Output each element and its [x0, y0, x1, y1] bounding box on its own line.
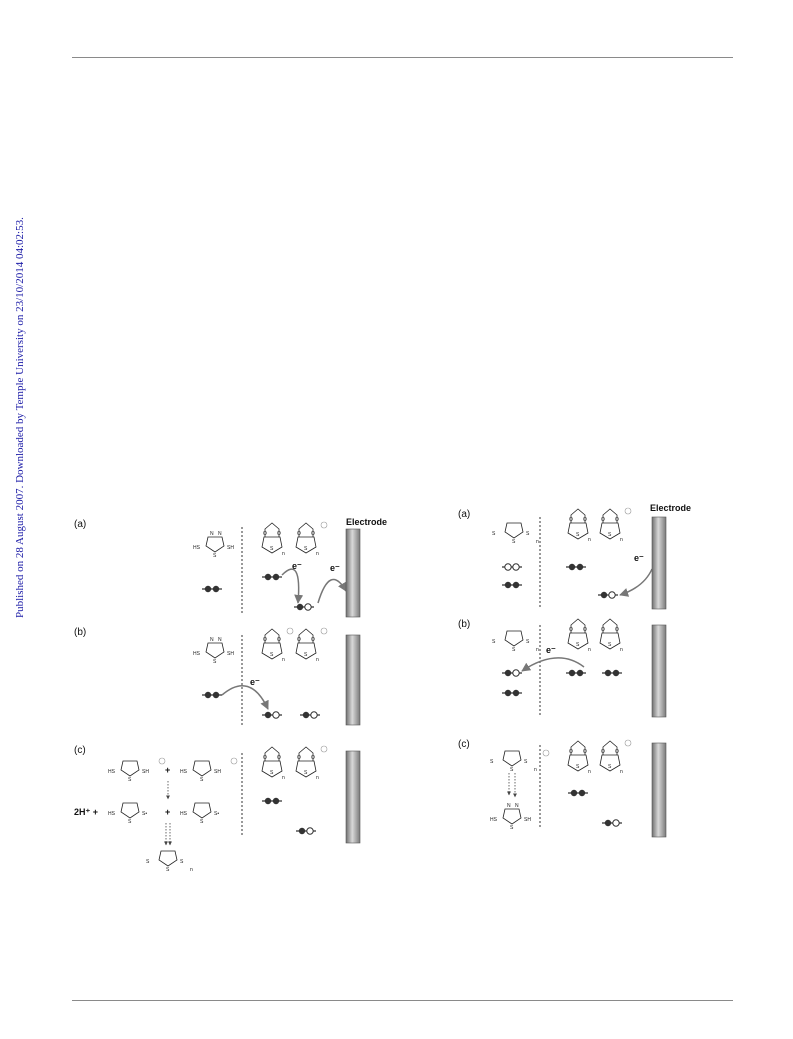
- atom-s: S: [270, 546, 274, 552]
- atom-s-radical: S•: [214, 811, 220, 817]
- subscript-n: n: [316, 775, 319, 781]
- subscript-n: n: [620, 537, 623, 543]
- atom-n: N: [210, 637, 214, 643]
- electron-transfer-arrow: [522, 658, 584, 671]
- electron-label: e⁻: [330, 563, 340, 573]
- atom-o: O: [311, 531, 315, 537]
- electron-label: e⁻: [546, 645, 556, 655]
- atom-o: O: [297, 637, 301, 643]
- atom-o: O: [569, 517, 573, 523]
- positive-charge-icon: [231, 758, 237, 764]
- atom-n: N: [507, 803, 511, 809]
- atom-o: O: [263, 531, 267, 537]
- pdmct-polymer: [492, 631, 539, 653]
- pedot-oxidized-molecule: [296, 522, 327, 557]
- positive-charge-icon: [625, 508, 631, 514]
- panel-label-a: (a): [74, 519, 87, 530]
- download-watermark: Published on 28 August 2007. Downloaded by Temple University on 23/10/2014 04:02:53.: [14, 217, 26, 618]
- atom-s: S: [608, 642, 612, 648]
- filled-orbital-icon: [262, 798, 282, 804]
- panel-label-b: (b): [74, 627, 87, 638]
- subscript-n: n: [588, 769, 591, 775]
- electrode-bar: [346, 635, 360, 725]
- electrode-label: Electrode: [346, 517, 388, 527]
- pedot-oxidized-molecule: [600, 740, 631, 775]
- dmct-molecule: [193, 637, 234, 665]
- electron-transfer-arrow: [282, 569, 299, 603]
- atom-o: O: [277, 755, 281, 761]
- electron-label: e⁻: [292, 561, 302, 571]
- positive-charge-icon: [625, 740, 631, 746]
- atom-s: S: [213, 553, 217, 559]
- subscript-n: n: [536, 539, 539, 545]
- atom-s: S: [213, 659, 217, 665]
- subscript-n: n: [588, 647, 591, 653]
- electrode-bar: [346, 751, 360, 843]
- atom-s: S: [608, 764, 612, 770]
- electrode-bar: [652, 517, 666, 609]
- subscript-n: n: [534, 767, 537, 773]
- dmct-cation-molecule: [180, 758, 237, 783]
- atom-hs: HS: [108, 769, 115, 775]
- electrode-bar: [652, 625, 666, 717]
- open-orbital-icon: [294, 604, 314, 610]
- filled-orbital-icon: [502, 690, 522, 696]
- pedot-molecule: [568, 619, 591, 653]
- atom-s: S: [200, 819, 204, 825]
- open-orbital-icon: [502, 670, 522, 676]
- atom-s: S: [526, 531, 530, 537]
- panel-label-a: (a): [458, 509, 471, 520]
- atom-hs: HS: [108, 811, 115, 817]
- filled-orbital-icon: [568, 790, 588, 796]
- pedot-oxidized-molecule: [600, 508, 631, 543]
- positive-charge-icon: [321, 746, 327, 752]
- atom-o: O: [263, 637, 267, 643]
- atom-s: S: [304, 770, 308, 776]
- right-panel-c: [458, 739, 666, 837]
- atom-o: O: [277, 637, 281, 643]
- atom-s: S: [270, 652, 274, 658]
- subscript-n: n: [316, 657, 319, 663]
- positive-charge-icon: [287, 628, 293, 634]
- dmct-molecule: [193, 531, 234, 559]
- atom-o: O: [615, 627, 619, 633]
- subscript-n: n: [620, 769, 623, 775]
- atom-o: O: [277, 531, 281, 537]
- atom-s: S: [270, 770, 274, 776]
- pedot-molecule: [568, 741, 591, 775]
- right-panel-b: [458, 619, 666, 717]
- atom-sh: SH: [142, 769, 149, 775]
- panel-label-c: (c): [74, 745, 86, 756]
- pedot-oxidized-molecule: [262, 628, 293, 663]
- atom-hs: HS: [180, 769, 187, 775]
- atom-o: O: [583, 517, 587, 523]
- atom-s: S: [166, 867, 170, 873]
- atom-s: S: [304, 652, 308, 658]
- pedot-molecule: [568, 509, 591, 543]
- left-scheme-figure: [60, 505, 400, 885]
- pedot-molecule: [600, 619, 623, 653]
- atom-hs: HS: [180, 811, 187, 817]
- open-orbital-icon: [598, 592, 618, 598]
- positive-charge-icon: [543, 750, 549, 756]
- subscript-n: n: [588, 537, 591, 543]
- filled-orbital-icon: [502, 582, 522, 588]
- atom-sh: SH: [214, 769, 221, 775]
- atom-o: O: [263, 755, 267, 761]
- atom-sh: SH: [227, 545, 234, 551]
- atom-s: S: [576, 532, 580, 538]
- filled-orbital-icon: [566, 564, 586, 570]
- atom-o: O: [601, 749, 605, 755]
- electrode-bar: [652, 743, 666, 837]
- atom-o: O: [297, 755, 301, 761]
- positive-charge-icon: [159, 758, 165, 764]
- atom-s: S: [512, 539, 516, 545]
- plus-sign: +: [165, 807, 171, 817]
- right-panel-a: [458, 503, 691, 609]
- atom-o: O: [311, 755, 315, 761]
- atom-s: S: [304, 546, 308, 552]
- atom-s: S: [510, 825, 514, 831]
- dmct-cation-molecule: [108, 758, 165, 783]
- atom-o: O: [583, 749, 587, 755]
- left-panel-a: [74, 517, 387, 617]
- pdmct-polymer: [146, 851, 193, 873]
- open-orbital-icon: [262, 712, 282, 718]
- atom-s: S: [576, 642, 580, 648]
- left-panel-b: [74, 627, 360, 725]
- filled-orbital-icon: [602, 670, 622, 676]
- atom-hs: HS: [193, 545, 200, 551]
- subscript-n: n: [282, 775, 285, 781]
- atom-s: S: [146, 859, 150, 865]
- dmct-radical-molecule: [108, 803, 147, 825]
- atom-s: S: [492, 639, 496, 645]
- dmct-molecule: [490, 803, 531, 831]
- atom-o: O: [601, 517, 605, 523]
- empty-orbital-icon: [502, 564, 522, 570]
- panel-label-c: (c): [458, 739, 470, 750]
- header-rule: [72, 57, 733, 58]
- atom-s: S: [180, 859, 184, 865]
- atom-o: O: [569, 749, 573, 755]
- proton-prefix: 2H⁺ +: [74, 807, 99, 817]
- atom-s: S: [492, 531, 496, 537]
- electron-transfer-arrow: [620, 569, 652, 595]
- electrode-label: Electrode: [650, 503, 692, 513]
- positive-charge-icon: [321, 628, 327, 634]
- atom-sh: SH: [227, 651, 234, 657]
- subscript-n: n: [282, 551, 285, 557]
- atom-s: S: [510, 767, 514, 773]
- atom-o: O: [311, 637, 315, 643]
- open-orbital-icon: [602, 820, 622, 826]
- panel-label-b: (b): [458, 619, 471, 630]
- open-orbital-icon: [296, 828, 316, 834]
- filled-orbital-icon: [202, 586, 222, 592]
- atom-s: S: [490, 759, 494, 765]
- atom-n: N: [218, 637, 222, 643]
- atom-o: O: [583, 627, 587, 633]
- atom-s: S: [200, 777, 204, 783]
- atom-s: S: [512, 647, 516, 653]
- filled-orbital-icon: [566, 670, 586, 676]
- atom-o: O: [569, 627, 573, 633]
- subscript-n: n: [316, 551, 319, 557]
- atom-hs: HS: [490, 817, 497, 823]
- subscript-n: n: [536, 647, 539, 653]
- pedot-molecule: [262, 523, 285, 557]
- filled-orbital-icon: [262, 574, 282, 580]
- dmct-radical-molecule: [180, 803, 219, 825]
- left-panel-c: [74, 745, 360, 873]
- atom-hs: HS: [193, 651, 200, 657]
- electron-transfer-arrow: [318, 579, 346, 603]
- atom-s: S: [524, 759, 528, 765]
- pedot-molecule: [262, 747, 285, 781]
- atom-o: O: [615, 749, 619, 755]
- atom-n: N: [210, 531, 214, 537]
- filled-orbital-icon: [202, 692, 222, 698]
- right-scheme-figure: [448, 495, 692, 855]
- atom-n: N: [515, 803, 519, 809]
- subscript-n: n: [282, 657, 285, 663]
- electron-label: e⁻: [250, 677, 260, 687]
- electron-transfer-arrow: [222, 686, 268, 709]
- pdmct-polymer: [492, 523, 539, 545]
- atom-s: S: [526, 639, 530, 645]
- pedot-oxidized-molecule: [296, 746, 327, 781]
- subscript-n: n: [620, 647, 623, 653]
- atom-s-radical: S•: [142, 811, 148, 817]
- atom-s: S: [576, 764, 580, 770]
- atom-s: S: [608, 532, 612, 538]
- electron-label: e⁻: [634, 553, 644, 563]
- atom-o: O: [615, 517, 619, 523]
- plus-sign: +: [165, 765, 171, 775]
- atom-o: O: [297, 531, 301, 537]
- atom-n: N: [218, 531, 222, 537]
- atom-s: S: [128, 777, 132, 783]
- atom-sh: SH: [524, 817, 531, 823]
- subscript-n: n: [190, 867, 193, 873]
- electrode-bar: [346, 529, 360, 617]
- positive-charge-icon: [321, 522, 327, 528]
- atom-o: O: [601, 627, 605, 633]
- pedot-oxidized-molecule: [296, 628, 327, 663]
- footer-rule: [72, 1000, 733, 1001]
- open-orbital-icon: [300, 712, 320, 718]
- atom-s: S: [128, 819, 132, 825]
